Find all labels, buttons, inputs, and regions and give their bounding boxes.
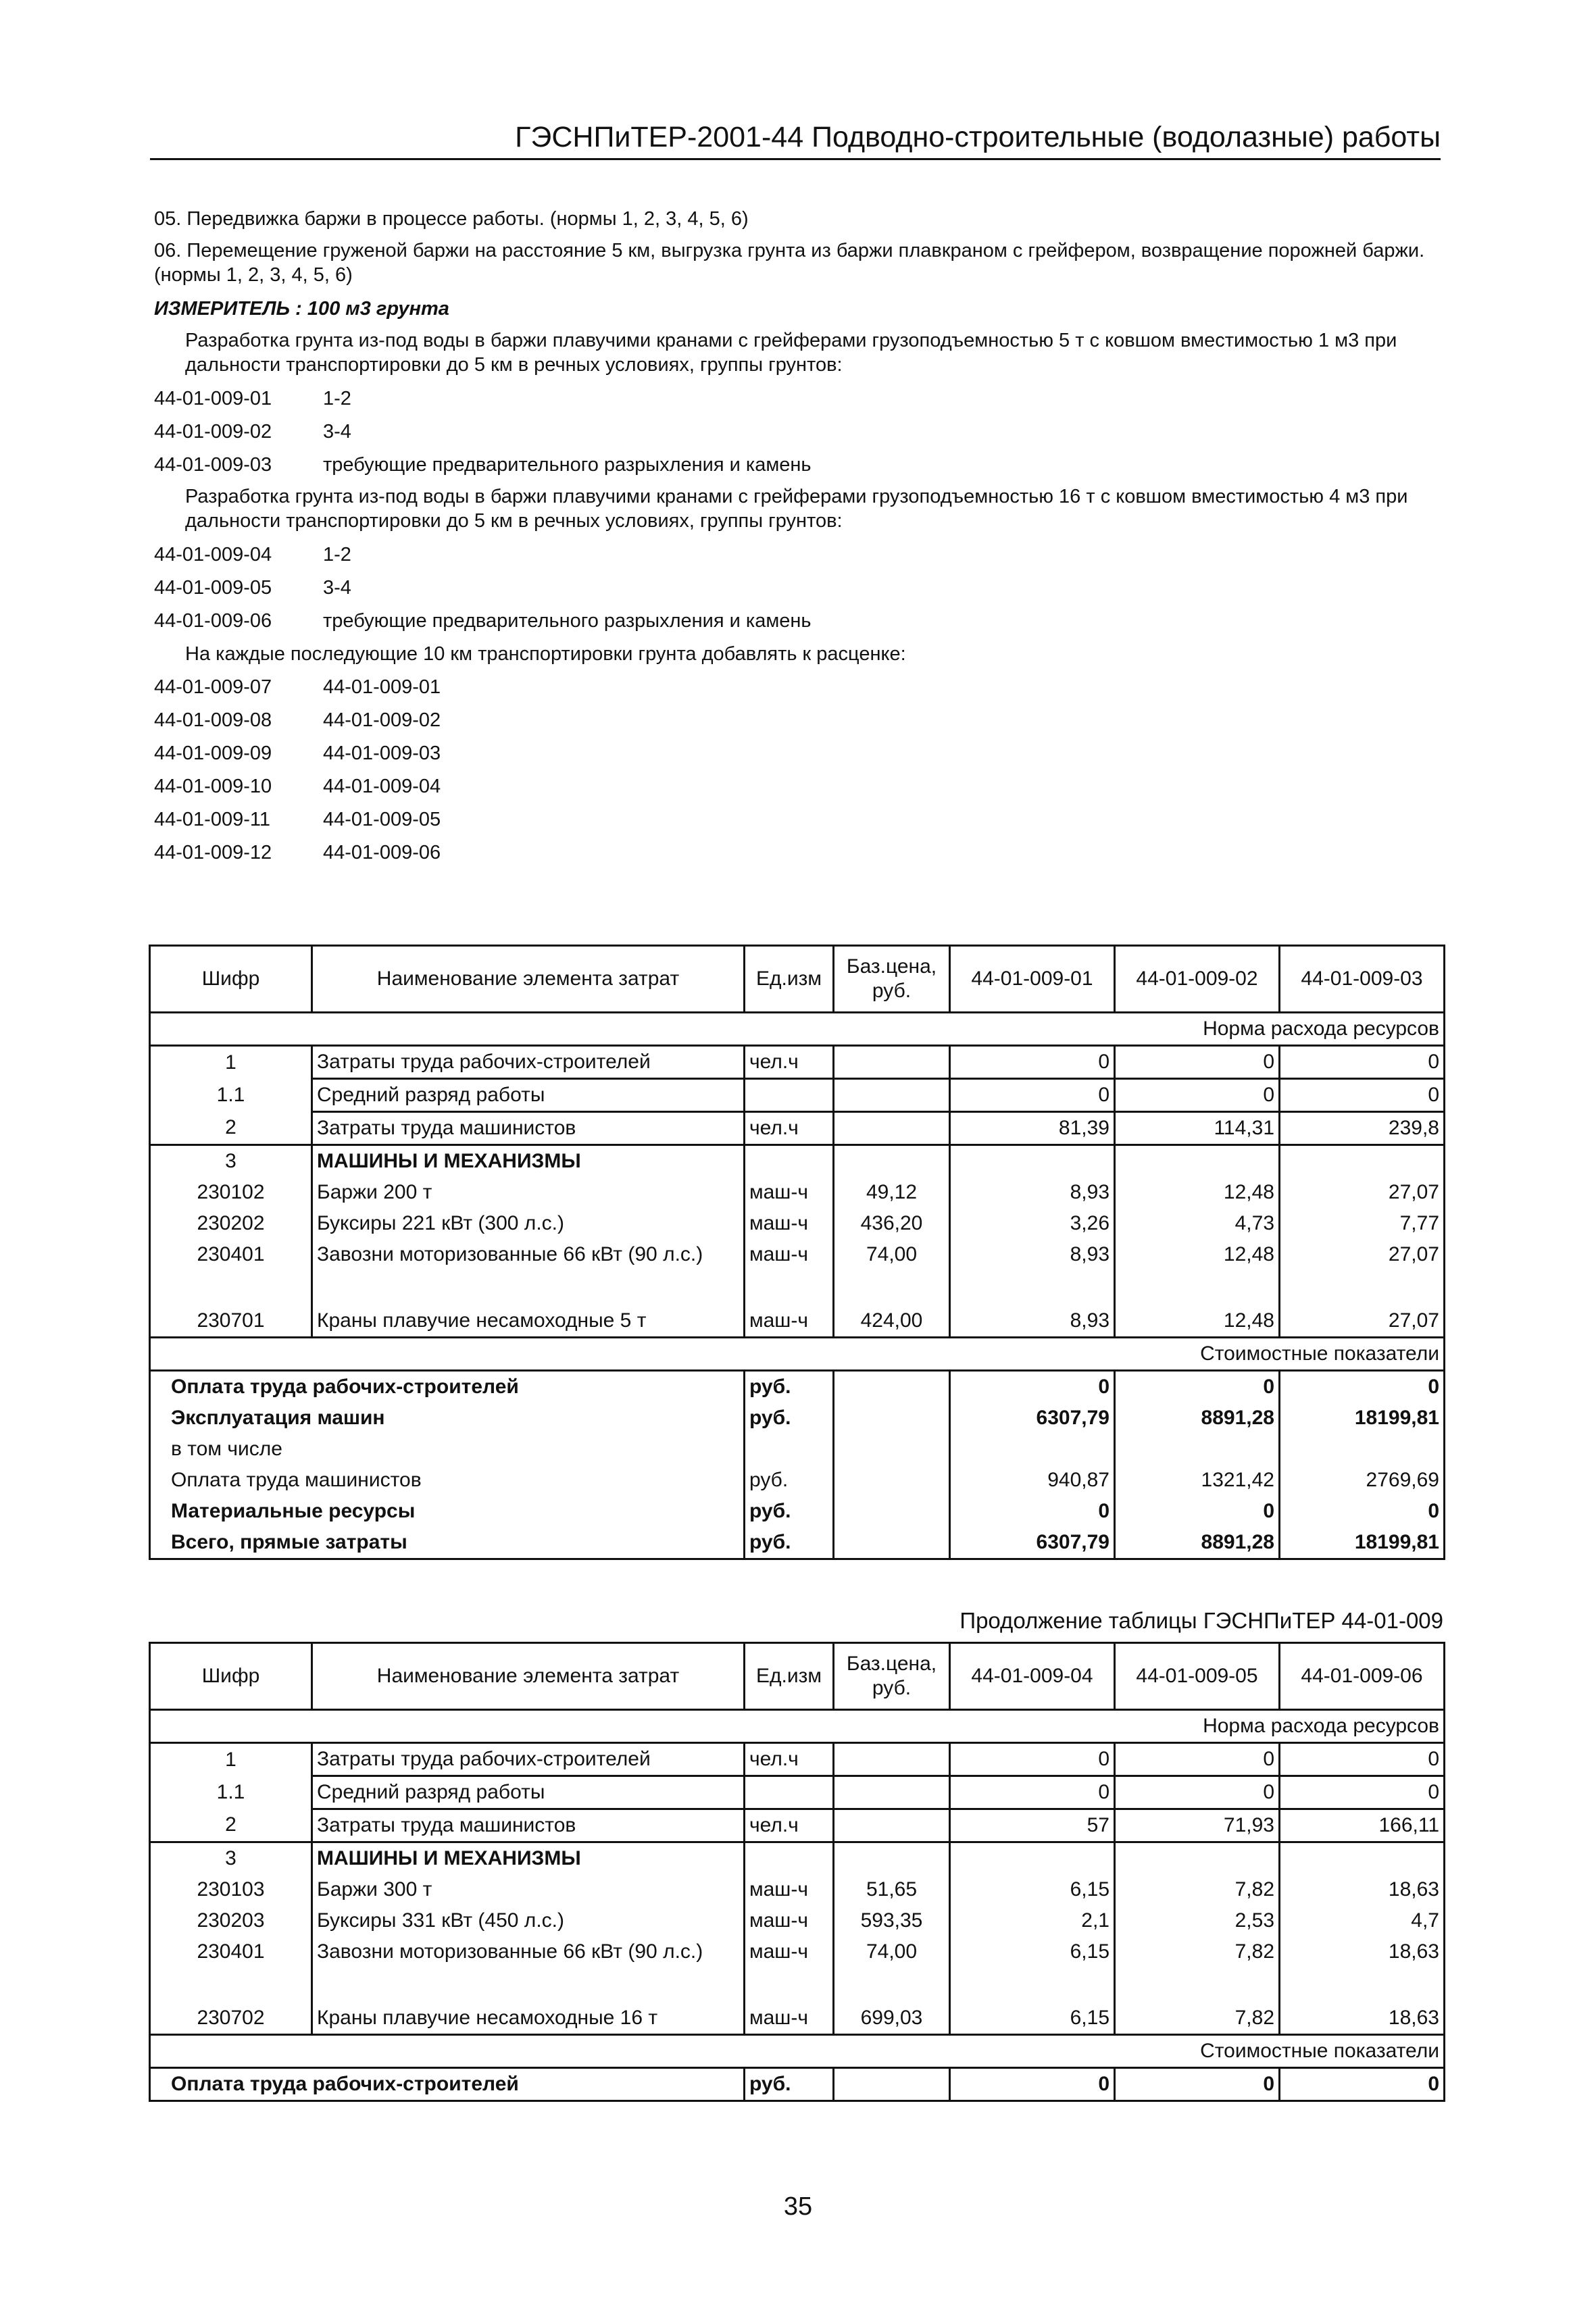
cell-value: 0 <box>950 1496 1115 1527</box>
cell-value: 12,48 <box>1115 1270 1280 1338</box>
cell-name: Баржи 200 т <box>312 1177 745 1208</box>
cell-value: 3,26 <box>950 1208 1115 1239</box>
cell-unit: маш-ч <box>745 1905 834 1936</box>
code-text: 44-01-009-04 <box>323 776 441 797</box>
code-text: 3-4 <box>323 577 351 599</box>
cell-value: 18,63 <box>1280 1967 1445 2035</box>
cell-value: 0 <box>1115 1496 1280 1527</box>
cell-value: 18,63 <box>1280 1936 1445 1967</box>
table-row <box>150 1270 1445 1338</box>
cell-code: 1 <box>150 1743 312 1776</box>
cost-unit: руб. <box>745 1496 834 1527</box>
code-text: 1-2 <box>323 544 351 565</box>
description-3: На каждые последующие 10 км транспортировки грунта добавлять к расценке: <box>185 643 906 665</box>
cell-value: 0 <box>1115 2068 1280 2101</box>
cell-value <box>950 1434 1115 1465</box>
cell-price: 593,35 <box>834 1905 950 1936</box>
code-text: 1-2 <box>323 388 351 409</box>
cell-name: Затраты труда рабочих-строителей <box>312 1046 745 1079</box>
page-number: 35 <box>783 2192 813 2221</box>
cell-value <box>950 1842 1115 1875</box>
cell-code: 1 <box>150 1046 312 1079</box>
cost-section-title: Стоимостные показатели <box>150 1338 1445 1371</box>
cell-value: 8891,28 <box>1115 1403 1280 1434</box>
cell-value: 8,93 <box>950 1270 1115 1338</box>
cell-value: 0 <box>1115 1046 1280 1079</box>
cost-price <box>834 1527 950 1559</box>
table-row <box>150 1079 1445 1112</box>
table-header <box>150 1643 1445 1710</box>
code: 44-01-009-05 <box>154 577 272 599</box>
table-header <box>150 946 1445 1013</box>
cost-name: Оплата труда машинистов <box>150 1465 745 1496</box>
col-norm-2: 44-01-009-05 <box>1115 1643 1280 1710</box>
table-row <box>150 1842 1445 1875</box>
table-row <box>150 1145 1445 1178</box>
cell-code: 230702 <box>150 1967 312 2035</box>
cell-name: Средний разряд работы <box>312 1079 745 1112</box>
cell-code: 230203 <box>150 1905 312 1936</box>
cell-price: 436,20 <box>834 1208 950 1239</box>
cell-name: Краны плавучие несамоходные 5 т <box>312 1270 745 1338</box>
measure-unit: ИЗМЕРИТЕЛЬ : 100 м3 грунта <box>154 298 449 320</box>
cell-value: 0 <box>1280 1743 1445 1776</box>
code: 44-01-009-12 <box>154 842 272 863</box>
code: 44-01-009-10 <box>154 776 272 797</box>
cost-row <box>150 1434 1445 1465</box>
col-unit: Ед.изм <box>745 1643 834 1710</box>
col-name: Наименование элемента затрат <box>312 946 745 1013</box>
table-row <box>150 1936 1445 1967</box>
cell-value: 0 <box>1280 1079 1445 1112</box>
norm-section-title: Норма расхода ресурсов <box>150 1013 1445 1046</box>
col-code: Шифр <box>150 1643 312 1710</box>
cell-value <box>1280 1434 1445 1465</box>
table-row <box>150 1776 1445 1809</box>
cost-row <box>150 1403 1445 1434</box>
cell-unit: маш-ч <box>745 1967 834 2035</box>
cost-name: Всего, прямые затраты <box>150 1527 745 1559</box>
norm-section-title: Норма расхода ресурсов <box>150 1710 1445 1743</box>
cell-code: 1.1 <box>150 1776 312 1809</box>
col-norm-1: 44-01-009-01 <box>950 946 1115 1013</box>
code: 44-01-009-01 <box>154 388 272 409</box>
cell-code: 3 <box>150 1842 312 1875</box>
cell-name: Баржи 300 т <box>312 1874 745 1905</box>
cost-unit: руб. <box>745 1403 834 1434</box>
cell-unit: маш-ч <box>745 1208 834 1239</box>
cell-code: 2 <box>150 1809 312 1842</box>
cell-value: 0 <box>1280 1046 1445 1079</box>
cell-price <box>834 1079 950 1112</box>
code: 44-01-009-09 <box>154 743 272 764</box>
table-row <box>150 1177 1445 1208</box>
cell-value: 18199,81 <box>1280 1527 1445 1559</box>
code: 44-01-009-04 <box>154 544 272 565</box>
cell-code: 2 <box>150 1112 312 1145</box>
cell-unit: маш-ч <box>745 1270 834 1338</box>
cell-name: Средний разряд работы <box>312 1776 745 1809</box>
codes-group-2 <box>154 538 1438 638</box>
cell-value: 4,73 <box>1115 1208 1280 1239</box>
cell-price <box>834 1046 950 1079</box>
cell-code: 1.1 <box>150 1079 312 1112</box>
resource-table-1 <box>149 945 1445 1560</box>
cost-unit: руб. <box>745 1371 834 1403</box>
cost-price <box>834 1371 950 1403</box>
cell-value: 27,07 <box>1280 1270 1445 1338</box>
cell-price <box>834 1842 950 1875</box>
section-row <box>150 1013 1445 1046</box>
col-norm-3: 44-01-009-03 <box>1280 946 1445 1013</box>
cell-value: 0 <box>950 1079 1115 1112</box>
cell-price: 424,00 <box>834 1270 950 1338</box>
col-name: Наименование элемента затрат <box>312 1643 745 1710</box>
cell-value <box>1115 1842 1280 1875</box>
cost-price <box>834 1465 950 1496</box>
cell-code: 230202 <box>150 1208 312 1239</box>
cell-value: 6,15 <box>950 1936 1115 1967</box>
cell-value: 7,77 <box>1280 1208 1445 1239</box>
cell-value: 7,82 <box>1115 1936 1280 1967</box>
cell-code: 3 <box>150 1145 312 1178</box>
cell-value: 8891,28 <box>1115 1527 1280 1559</box>
cell-value: 8,93 <box>950 1177 1115 1208</box>
cell-value: 239,8 <box>1280 1112 1445 1145</box>
code-text: требующие предварительного разрыхления и камень <box>323 454 812 476</box>
cell-value: 7,82 <box>1115 1874 1280 1905</box>
col-norm-1: 44-01-009-04 <box>950 1643 1115 1710</box>
cell-value: 2769,69 <box>1280 1465 1445 1496</box>
cell-unit: маш-ч <box>745 1177 834 1208</box>
cost-unit: руб. <box>745 1527 834 1559</box>
cell-value: 18,63 <box>1280 1874 1445 1905</box>
norm-description <box>154 203 1438 870</box>
cell-value: 57 <box>950 1809 1115 1842</box>
code: 44-01-009-02 <box>154 421 272 443</box>
step-05: 05. Передвижка баржи в процессе работы. (нормы 1, 2, 3, 4, 5, 6) <box>154 208 749 230</box>
cell-value: 6307,79 <box>950 1527 1115 1559</box>
cell-price: 699,03 <box>834 1967 950 2035</box>
cost-unit: руб. <box>745 1465 834 1496</box>
section-row <box>150 1338 1445 1371</box>
cell-name: Затраты труда рабочих-строителей <box>312 1743 745 1776</box>
cell-unit: чел.ч <box>745 1809 834 1842</box>
code-text: 3-4 <box>323 421 351 443</box>
code-text: 44-01-009-01 <box>323 676 441 698</box>
cell-price: 51,65 <box>834 1874 950 1905</box>
cell-code: 230401 <box>150 1239 312 1270</box>
cell-price <box>834 1743 950 1776</box>
cell-value: 0 <box>1115 1743 1280 1776</box>
cell-price <box>834 1112 950 1145</box>
cost-section-title: Стоимостные показатели <box>150 2035 1445 2068</box>
cell-unit <box>745 1842 834 1875</box>
cell-name: МАШИНЫ И МЕХАНИЗМЫ <box>312 1842 745 1875</box>
cell-unit: маш-ч <box>745 1874 834 1905</box>
cell-value <box>1115 1434 1280 1465</box>
cell-value: 940,87 <box>950 1465 1115 1496</box>
cell-name: МАШИНЫ И МЕХАНИЗМЫ <box>312 1145 745 1178</box>
cost-name: Оплата труда рабочих-строителей <box>150 2068 745 2101</box>
cell-value: 12,48 <box>1115 1239 1280 1270</box>
cell-code: 230102 <box>150 1177 312 1208</box>
cost-name: в том числе <box>150 1434 745 1465</box>
cell-value: 0 <box>1115 1371 1280 1403</box>
table-row <box>150 1809 1445 1842</box>
cell-value: 2,53 <box>1115 1905 1280 1936</box>
table-row <box>150 1208 1445 1239</box>
cell-name: Завозни моторизованные 66 кВт (90 л.с.) <box>312 1239 745 1270</box>
cost-unit <box>745 1434 834 1465</box>
cell-value <box>950 1145 1115 1178</box>
cell-value: 1321,42 <box>1115 1465 1280 1496</box>
cell-unit: маш-ч <box>745 1239 834 1270</box>
cell-value: 6,15 <box>950 1967 1115 2035</box>
page-header: ГЭСНПиТЕР-2001-44 Подводно-строительные (водолазные) работы <box>150 116 1441 160</box>
cost-row <box>150 1527 1445 1559</box>
cell-value: 6,15 <box>950 1874 1115 1905</box>
cell-name: Краны плавучие несамоходные 16 т <box>312 1967 745 2035</box>
table-row <box>150 1743 1445 1776</box>
cell-price <box>834 1776 950 1809</box>
step-06: 06. Перемещение груженой баржи на расстояние 5 км, выгрузка грунта из баржи плавкраном с грейфером, возвращение порожней баржи. (нормы 1, 2, 3, 4, 5, 6) <box>154 240 1425 286</box>
code-text: требующие предварительного разрыхления и камень <box>323 610 812 632</box>
cell-price: 74,00 <box>834 1239 950 1270</box>
cost-price <box>834 1434 950 1465</box>
cell-value: 0 <box>1115 1776 1280 1809</box>
cell-value: 12,48 <box>1115 1177 1280 1208</box>
cell-value <box>1115 1145 1280 1178</box>
cell-code: 230103 <box>150 1874 312 1905</box>
table-row <box>150 1967 1445 2035</box>
cost-unit: руб. <box>745 2068 834 2101</box>
table-continuation-caption: Продолжение таблицы ГЭСНПиТЕР 44-01-009 <box>959 1608 1443 1633</box>
cell-value: 0 <box>1115 1079 1280 1112</box>
cell-value: 0 <box>950 1776 1115 1809</box>
table-row <box>150 1905 1445 1936</box>
cell-value: 0 <box>950 2068 1115 2101</box>
cell-value <box>1280 1145 1445 1178</box>
codes-group-1 <box>154 382 1438 482</box>
cell-name: Буксиры 221 кВт (300 л.с.) <box>312 1208 745 1239</box>
cell-value: 7,82 <box>1115 1967 1280 2035</box>
cell-name: Завозни моторизованные 66 кВт (90 л.с.) <box>312 1936 745 1967</box>
cell-value <box>1280 1842 1445 1875</box>
col-norm-2: 44-01-009-02 <box>1115 946 1280 1013</box>
cell-unit: чел.ч <box>745 1046 834 1079</box>
col-price: Баз.цена, руб. <box>834 1643 950 1710</box>
col-price: Баз.цена, руб. <box>834 946 950 1013</box>
cost-price <box>834 2068 950 2101</box>
code: 44-01-009-07 <box>154 676 272 698</box>
cell-value: 4,7 <box>1280 1905 1445 1936</box>
cell-value: 0 <box>1280 2068 1445 2101</box>
cost-row <box>150 2068 1445 2101</box>
col-unit: Ед.изм <box>745 946 834 1013</box>
cost-name: Материальные ресурсы <box>150 1496 745 1527</box>
table-row <box>150 1046 1445 1079</box>
table-row <box>150 1239 1445 1270</box>
cell-value: 2,1 <box>950 1905 1115 1936</box>
cell-value: 27,07 <box>1280 1177 1445 1208</box>
cell-value: 0 <box>1280 1776 1445 1809</box>
code-text: 44-01-009-02 <box>323 709 441 731</box>
code: 44-01-009-06 <box>154 610 272 632</box>
cell-value: 0 <box>1280 1371 1445 1403</box>
cost-name: Оплата труда рабочих-строителей <box>150 1371 745 1403</box>
cell-price: 74,00 <box>834 1936 950 1967</box>
cell-value: 0 <box>1280 1496 1445 1527</box>
cell-value: 6307,79 <box>950 1403 1115 1434</box>
cell-value: 0 <box>950 1743 1115 1776</box>
codes-group-3 <box>154 671 1438 870</box>
cell-value: 166,11 <box>1280 1809 1445 1842</box>
cell-name: Затраты труда машинистов <box>312 1809 745 1842</box>
cell-price: 49,12 <box>834 1177 950 1208</box>
col-code: Шифр <box>150 946 312 1013</box>
code: 44-01-009-08 <box>154 709 272 731</box>
cell-price <box>834 1145 950 1178</box>
table-row <box>150 1874 1445 1905</box>
code-text: 44-01-009-03 <box>323 743 441 764</box>
cost-row <box>150 1371 1445 1403</box>
cell-unit: чел.ч <box>745 1112 834 1145</box>
code: 44-01-009-03 <box>154 454 272 476</box>
cell-value: 0 <box>950 1046 1115 1079</box>
cost-name: Эксплуатация машин <box>150 1403 745 1434</box>
cell-code: 230701 <box>150 1270 312 1338</box>
cell-unit <box>745 1079 834 1112</box>
cell-value: 27,07 <box>1280 1239 1445 1270</box>
cost-price <box>834 1496 950 1527</box>
cell-value: 81,39 <box>950 1112 1115 1145</box>
cell-value: 8,93 <box>950 1239 1115 1270</box>
col-norm-3: 44-01-009-06 <box>1280 1643 1445 1710</box>
cell-value: 114,31 <box>1115 1112 1280 1145</box>
resource-table-2 <box>149 1642 1445 2102</box>
cell-name: Затраты труда машинистов <box>312 1112 745 1145</box>
cell-unit <box>745 1776 834 1809</box>
cell-value: 71,93 <box>1115 1809 1280 1842</box>
code-text: 44-01-009-06 <box>323 842 441 863</box>
description-2: Разработка грунта из-под воды в баржи плавучими кранами с грейферами грузоподъемностью 16 т с ковшом вместимостью 4 м3 при дальности транспортировки до 5 км в речных условиях, группы грунтов: <box>185 486 1408 532</box>
cost-row <box>150 1465 1445 1496</box>
cell-code: 230401 <box>150 1936 312 1967</box>
cost-price <box>834 1403 950 1434</box>
cell-value: 0 <box>950 1371 1115 1403</box>
code: 44-01-009-11 <box>154 809 270 830</box>
code-text: 44-01-009-05 <box>323 809 441 830</box>
cell-name: Буксиры 331 кВт (450 л.с.) <box>312 1905 745 1936</box>
cell-unit: чел.ч <box>745 1743 834 1776</box>
cell-unit <box>745 1145 834 1178</box>
description-1: Разработка грунта из-под воды в баржи плавучими кранами с грейферами грузоподъемностью 5 т с ковшом вместимостью 1 м3 при дальности транспортировки до 5 км в речных условиях, группы грунтов: <box>185 330 1397 376</box>
cell-value: 18199,81 <box>1280 1403 1445 1434</box>
section-row <box>150 2035 1445 2068</box>
section-row <box>150 1710 1445 1743</box>
cell-unit: маш-ч <box>745 1936 834 1967</box>
cost-row <box>150 1496 1445 1527</box>
table-row <box>150 1112 1445 1145</box>
cell-price <box>834 1809 950 1842</box>
